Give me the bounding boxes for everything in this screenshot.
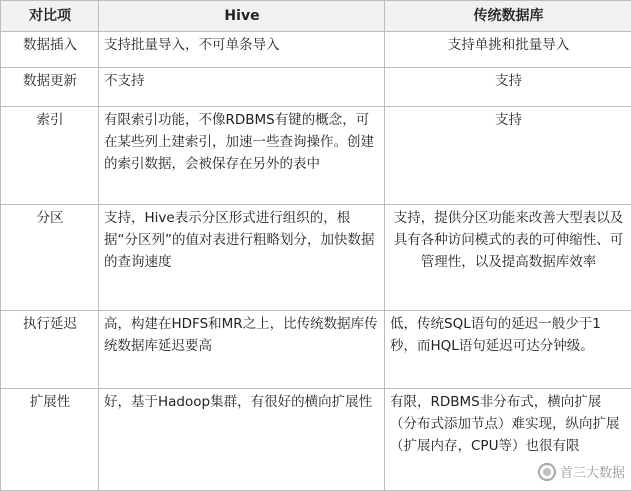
watermark-text: 首三大数据 — [559, 466, 625, 481]
table-row — [1, 205, 631, 311]
hive-cell: 支持批量导入，不可单条导入 — [99, 32, 385, 68]
table-row — [1, 107, 631, 205]
rdb-cell: 低，传统SQL语句的延迟一般少于1秒，而HQL语句延迟可达分钟级。 — [385, 311, 631, 389]
item-cell: 分区 — [1, 205, 99, 311]
item-cell: 执行延迟 — [1, 311, 99, 389]
item-cell: 索引 — [1, 107, 99, 205]
hive-cell: 不支持 — [99, 68, 385, 107]
header-hive: Hive — [99, 1, 385, 32]
table-row — [1, 389, 631, 491]
header-item: 对比项 — [1, 1, 99, 32]
hive-cell: 有限索引功能，不像RDBMS有键的概念，可在某些列上建索引，加速一些查询操作。创建的索引数据，会被保存在另外的表中 — [99, 107, 385, 205]
rdb-cell: 支持 — [385, 107, 631, 205]
rdb-cell: 有限，RDBMS非分布式，横向扩展（分布式添加节点）难实现，纵向扩展（扩展内存，CPU等）也很有限 — [385, 389, 631, 491]
table-row — [1, 32, 631, 68]
item-cell: 扩展性 — [1, 389, 99, 491]
table-row — [1, 68, 631, 107]
hive-cell: 好，基于Hadoop集群，有很好的横向扩展性 — [99, 389, 385, 491]
table-row — [1, 311, 631, 389]
header-rdb: 传统数据库 — [385, 1, 631, 32]
hive-cell: 高，构建在HDFS和MR之上，比传统数据库传统数据库延迟要高 — [99, 311, 385, 389]
hive-cell: 支持，Hive表示分区形式进行组织的，根据“分区列”的值对表进行粗略划分，加快数据的查询速度 — [99, 205, 385, 311]
rdb-cell: 支持，提供分区功能来改善大型表以及具有各种访问模式的表的可伸缩性、可管理性，以及提高数据库效率 — [385, 205, 631, 311]
item-cell: 数据更新 — [1, 68, 99, 107]
item-cell: 数据插入 — [1, 32, 99, 68]
rdb-cell: 支持 — [385, 68, 631, 107]
rdb-cell: 支持单挑和批量导入 — [385, 32, 631, 68]
header-row — [1, 1, 631, 32]
